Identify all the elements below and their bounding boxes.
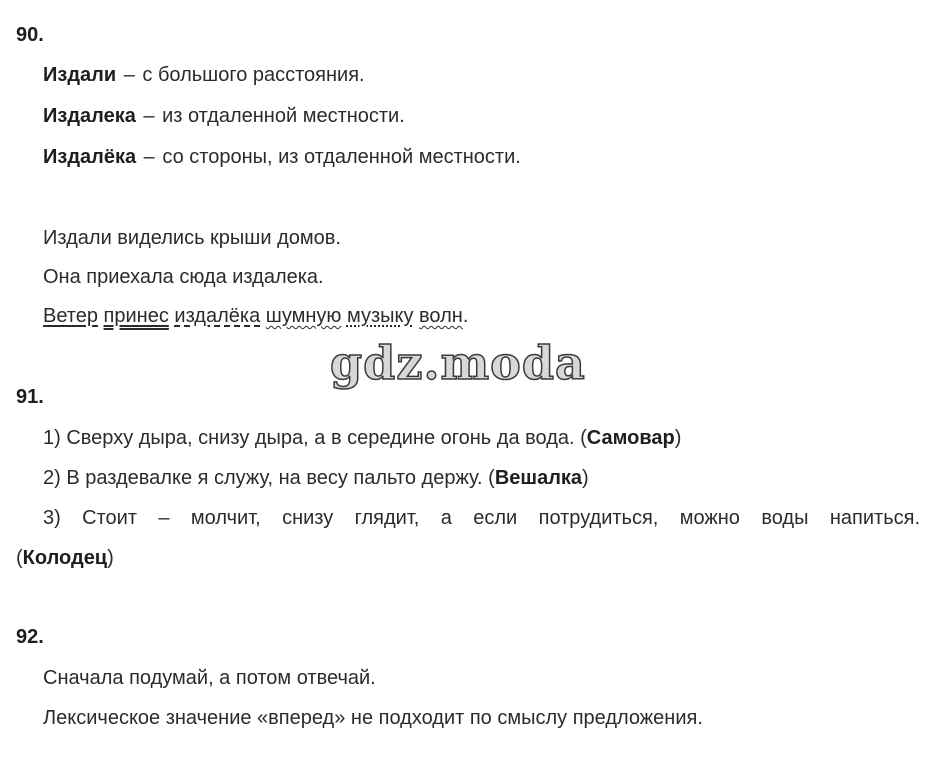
riddle-line: 3) Стоит – молчит, снизу глядит, а если потрудиться, можно воды напиться. [43, 507, 920, 529]
riddle-answer-line [16, 546, 114, 570]
definition-dash: – [143, 146, 155, 168]
riddle-close: ) [582, 467, 589, 489]
parsed-sentence [43, 304, 468, 328]
definition-meaning: со стороны, из отдаленной местности. [162, 146, 521, 168]
riddle-open: ( [16, 547, 23, 569]
riddle-answer: Колодец [22, 547, 108, 569]
answer-line: Сначала подумай, а потом отвечай. [43, 667, 376, 689]
riddle-answer: Вешалка [494, 467, 583, 489]
answer-line: Лексическое значение «вперед» не подходит по смыслу предложения. [43, 707, 703, 729]
definition-dash: – [123, 64, 135, 86]
riddle-line [43, 466, 589, 490]
example-sentence: Она приехала сюда издалека. [43, 266, 324, 288]
definition-line [43, 63, 365, 87]
riddle-answer: Самовар [586, 427, 675, 449]
definition-term: Издалека [43, 105, 136, 127]
riddle-text: 2) В раздевалке я служу, на весу пальто держу. ( [43, 467, 495, 489]
attribute-word: волн [419, 305, 463, 327]
exercise-92-number: 92. [16, 626, 44, 648]
exercise-91-number: 91. [16, 386, 44, 408]
definition-meaning: из отдаленной местности. [162, 105, 405, 127]
definition-line [43, 104, 405, 128]
exercise-90-number: 90. [16, 24, 44, 46]
watermark-logo: gdz.moda [330, 336, 586, 390]
definition-line [43, 145, 521, 169]
subject-word: Ветер [43, 305, 98, 327]
attribute-word: шумную [265, 305, 342, 327]
definition-meaning: с большого расстояния. [142, 64, 365, 86]
definition-term: Издалёка [43, 146, 137, 168]
definition-dash: – [143, 105, 155, 127]
adverbial-word: издалёка [174, 305, 261, 327]
predicate-word: принес [103, 305, 169, 327]
riddle-close: ) [107, 547, 114, 569]
riddle-line [43, 426, 681, 450]
object-word: музыку [346, 305, 414, 327]
definition-term: Издали [43, 64, 117, 86]
riddle-text: 1) Сверху дыра, снизу дыра, а в середине огонь да вода. ( [43, 427, 587, 449]
riddle-close: ) [674, 427, 682, 449]
example-sentence: Издали виделись крыши домов. [43, 227, 341, 249]
sentence-period: . [462, 305, 469, 327]
